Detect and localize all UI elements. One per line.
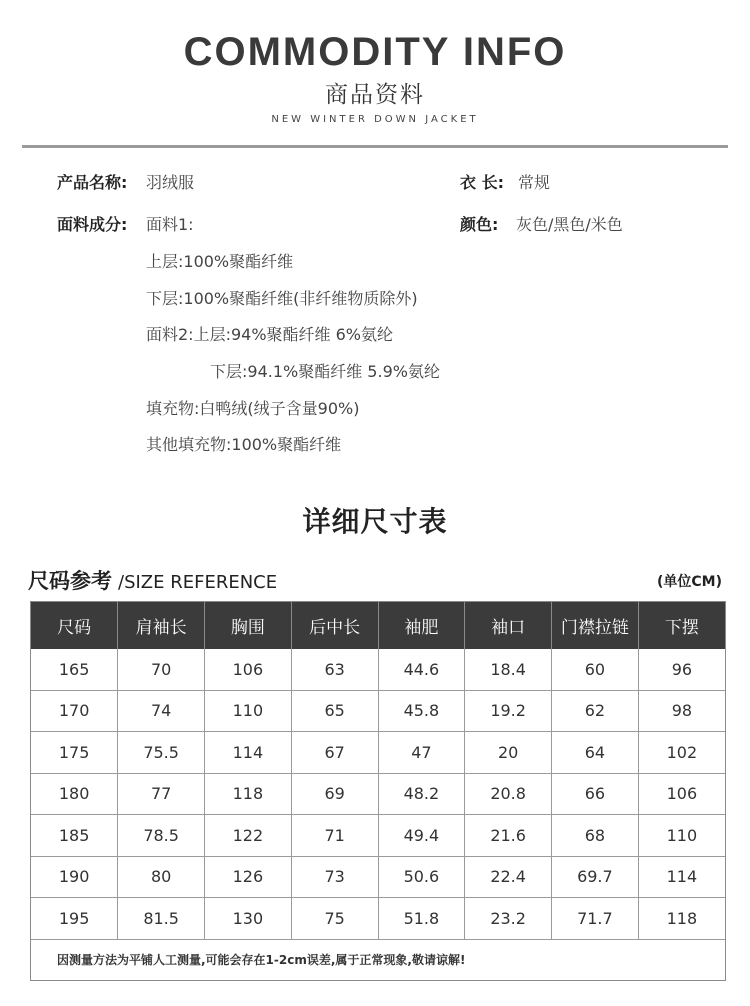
unit-label: (单位CM) — [656, 574, 722, 590]
table-cell: 114 — [638, 856, 725, 898]
column-header: 下摆 — [638, 602, 725, 649]
length-value: 常规 — [518, 173, 551, 192]
table-cell: 50.6 — [378, 856, 465, 898]
table-row — [31, 690, 725, 732]
table-cell: 106 — [205, 649, 292, 690]
table-cell: 98 — [638, 690, 725, 732]
page-subtitle-cn: 商品资料 — [325, 82, 425, 108]
table-cell: 67 — [291, 732, 378, 774]
table-cell: 81.5 — [118, 898, 205, 940]
table-cell: 73 — [291, 856, 378, 898]
filling-detail-line: 填充物:白鸭绒(绒子含量90%) — [146, 399, 360, 418]
table-cell: 21.6 — [465, 815, 552, 857]
page-subtitle-en: NEW WINTER DOWN JACKET — [271, 114, 479, 125]
table-cell: 185 — [31, 815, 118, 857]
measurement-note: 因测量方法为平铺人工测量,可能会存在1-2cm误差,属于正常现象,敬请谅解! — [57, 952, 466, 967]
product-name-value: 羽绒服 — [146, 173, 195, 192]
table-cell: 70 — [118, 649, 205, 690]
table-cell: 64 — [552, 732, 639, 774]
product-name-label: 产品名称: — [57, 173, 128, 192]
table-cell: 44.6 — [378, 649, 465, 690]
table-cell: 45.8 — [378, 690, 465, 732]
table-row — [31, 649, 725, 690]
table-cell: 122 — [205, 815, 292, 857]
table-cell: 51.8 — [378, 898, 465, 940]
table-cell: 75.5 — [118, 732, 205, 774]
table-cell: 106 — [638, 773, 725, 815]
column-header: 后中长 — [291, 602, 378, 649]
table-cell: 60 — [552, 649, 639, 690]
table-cell: 110 — [638, 815, 725, 857]
table-cell: 48.2 — [378, 773, 465, 815]
table-cell: 68 — [552, 815, 639, 857]
table-cell: 126 — [205, 856, 292, 898]
table-cell: 110 — [205, 690, 292, 732]
table-cell: 96 — [638, 649, 725, 690]
table-row — [31, 732, 725, 774]
table-cell: 65 — [291, 690, 378, 732]
color-value: 灰色/黑色/米色 — [516, 215, 623, 234]
length-label: 衣 长: — [460, 173, 504, 192]
table-cell: 165 — [31, 649, 118, 690]
fabric-detail-line: 上层:100%聚酯纤维 — [146, 252, 294, 271]
column-header: 袖口 — [465, 602, 552, 649]
table-cell: 47 — [378, 732, 465, 774]
table-cell: 69 — [291, 773, 378, 815]
filling-detail-line: 其他填充物:100%聚酯纤维 — [146, 435, 342, 454]
size-heading-en: /SIZE REFERENCE — [118, 572, 278, 593]
fabric-detail-line: 面料2:上层:94%聚酯纤维 6%氨纶 — [146, 325, 393, 344]
size-table-header-row — [31, 602, 725, 649]
size-heading-cn: 尺码参考 — [28, 569, 112, 593]
table-cell: 22.4 — [465, 856, 552, 898]
table-cell: 23.2 — [465, 898, 552, 940]
table-cell: 20.8 — [465, 773, 552, 815]
column-header: 肩袖长 — [118, 602, 205, 649]
size-table-title: 详细尺寸表 — [302, 505, 448, 538]
column-header: 胸围 — [205, 602, 292, 649]
fabric-value: 面料1: — [146, 215, 194, 234]
table-cell: 63 — [291, 649, 378, 690]
table-cell: 78.5 — [118, 815, 205, 857]
table-cell: 66 — [552, 773, 639, 815]
table-cell: 190 — [31, 856, 118, 898]
color-label: 颜色: — [460, 215, 499, 234]
column-header: 门襟拉链 — [552, 602, 639, 649]
fabric-detail-line: 下层:100%聚酯纤维(非纤维物质除外) — [146, 289, 418, 308]
table-cell: 75 — [291, 898, 378, 940]
table-cell: 114 — [205, 732, 292, 774]
table-cell: 20 — [465, 732, 552, 774]
column-header: 尺码 — [31, 602, 118, 649]
table-cell: 118 — [205, 773, 292, 815]
fabric-detail-line: 下层:94.1%聚酯纤维 5.9%氨纶 — [210, 362, 440, 381]
table-cell: 74 — [118, 690, 205, 732]
table-cell: 77 — [118, 773, 205, 815]
column-header: 袖肥 — [378, 602, 465, 649]
size-table — [30, 601, 726, 981]
table-row — [31, 856, 725, 898]
table-cell: 170 — [31, 690, 118, 732]
header-divider — [22, 145, 728, 148]
table-cell: 62 — [552, 690, 639, 732]
table-cell: 102 — [638, 732, 725, 774]
table-cell: 71 — [291, 815, 378, 857]
table-row — [31, 773, 725, 815]
table-cell: 180 — [31, 773, 118, 815]
table-cell: 19.2 — [465, 690, 552, 732]
table-cell: 69.7 — [552, 856, 639, 898]
fabric-label: 面料成分: — [57, 215, 128, 234]
table-cell: 130 — [205, 898, 292, 940]
table-cell: 195 — [31, 898, 118, 940]
table-cell: 80 — [118, 856, 205, 898]
table-cell: 118 — [638, 898, 725, 940]
table-cell: 71.7 — [552, 898, 639, 940]
page-title: COMMODITY INFO — [183, 30, 567, 74]
size-reference-heading — [28, 565, 277, 595]
table-cell: 49.4 — [378, 815, 465, 857]
table-row — [31, 815, 725, 857]
table-cell: 175 — [31, 732, 118, 774]
table-cell: 18.4 — [465, 649, 552, 690]
table-row — [31, 898, 725, 940]
